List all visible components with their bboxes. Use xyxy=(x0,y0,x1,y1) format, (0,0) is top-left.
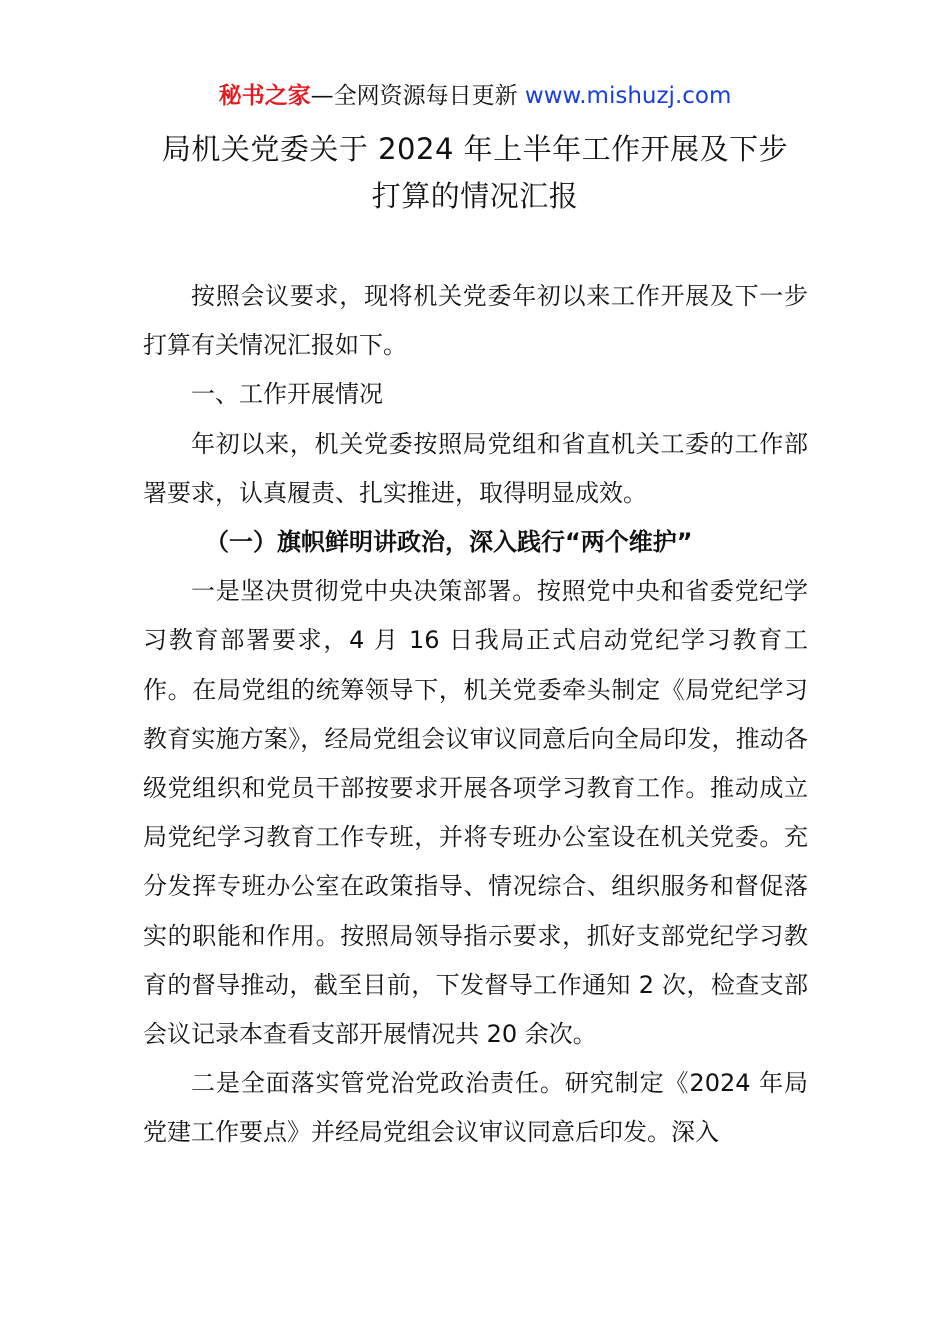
section-heading: 一、工作开展情况 xyxy=(191,380,383,409)
watermark-brand: 秘书之家 xyxy=(218,83,311,109)
title-line-2: 打算的情况汇报 xyxy=(371,179,579,213)
watermark-url: www.mishuzj.com xyxy=(524,83,732,109)
section-intro-paragraph: 年初以来，机关党委按照局党组和省直机关工委的工作部署要求，认真履责、扎实推进，取得明显成效。 xyxy=(143,429,808,507)
intro-paragraph: 按照会议要求，现将机关党委年初以来工作开展及下一步打算有关情况汇报如下。 xyxy=(143,282,808,360)
body-paragraph-1: 一是坚决贯彻党中央决策部署。按照党中央和省委党纪学习教育部署要求，4 月 16 日我局正式启动党纪学习教育工作。在局党组的统筹领导下，机关党委牵头制定《局党纪学习教育实施方案》，经局党组会议审议同意后向全局印发，推动各级党组织和党员干部按要求开展各项学习教育工作。推动成立局党纪学习教育工作专班，并将专班办公室设在机关党委。充分发挥专班办公室在政策指导、情况综合、组织服务和督促落实的职能和作用。按照局领导指示要求，抓好支部党纪学习教育的督导推动，截至目前，下发督导工作通知 2 次，检查支部会议记录本查看支部开展情况共 20 余次。 xyxy=(143,577,808,1049)
watermark-banner xyxy=(0,80,950,112)
subsection-heading: （一）旗帜鲜明讲政治，深入践行“两个维护” xyxy=(205,528,693,557)
document-title xyxy=(100,126,850,220)
document-body xyxy=(143,272,808,1158)
body-paragraph-2: 二是全面落实管党治党政治责任。研究制定《2024 年局党建工作要点》并经局党组会议审议同意后印发。深入 xyxy=(143,1069,808,1147)
watermark-text: —全网资源每日更新 xyxy=(310,83,525,109)
title-line-1: 局机关党委关于 2024 年上半年工作开展及下步 xyxy=(161,132,789,166)
